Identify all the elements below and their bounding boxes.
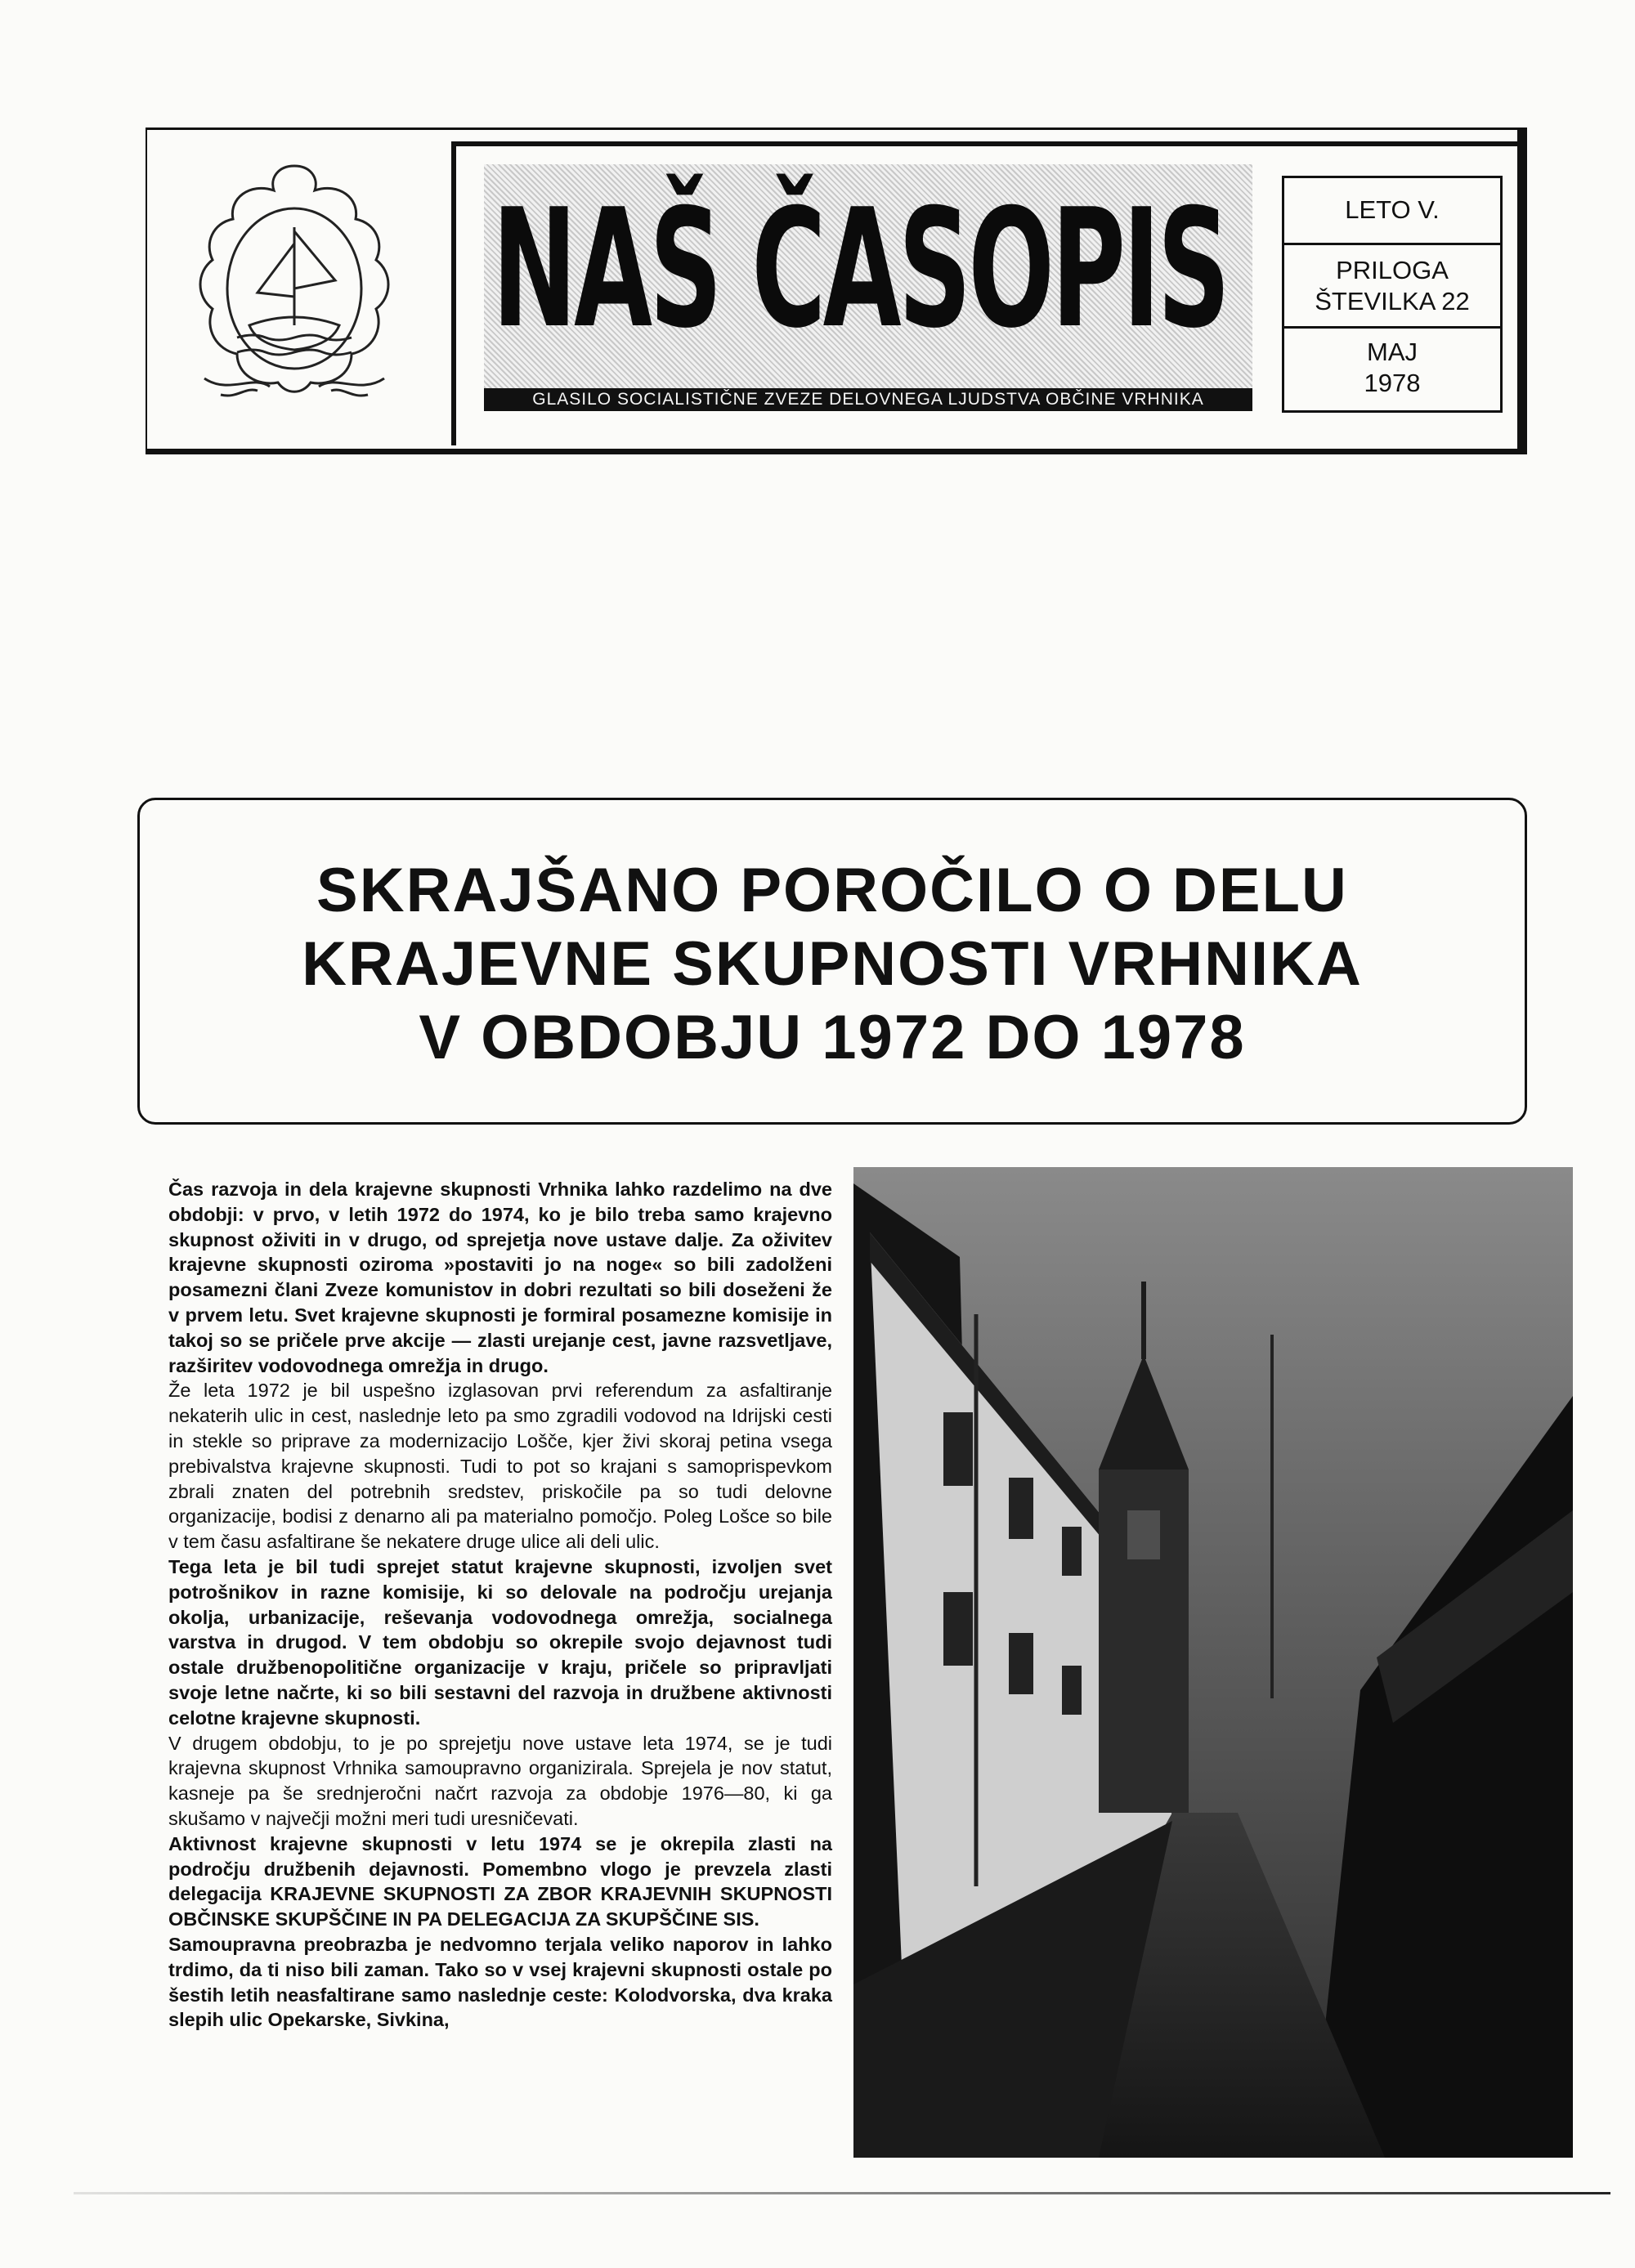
issue-info-box (1282, 176, 1503, 413)
headline-line-2: KRAJEVNE SKUPNOSTI VRHNIKA (302, 929, 1363, 999)
issue-cell (1284, 245, 1500, 329)
ship-coat-of-arms-icon (172, 150, 417, 419)
title-panel (484, 164, 1252, 411)
newspaper-subtitle: GLASILO SOCIALISTIČNE ZVEZE DELOVNEGA LJUDSTVA OBČINE VRHNIKA (484, 388, 1252, 411)
month-label: MAJ (1367, 338, 1418, 366)
street-church-photo (853, 1167, 1573, 2158)
date-cell (1284, 329, 1500, 410)
article-paragraph-3: Tega leta je bil tudi sprejet statut krajevne skupnosti, izvoljen svet potrošnikov in razne komisije, ki so delovale na področju urejanja okolja, urbanizacije, reševanja vodovodnega omrežja, socialnega varstva in drugod. V tem obdobju so okrepile svojo dejavnost tudi ostale družbenopolitične organizacije v kraju, pričele so pripravljati svoje letne načrte, ki so bili sestavni del razvoja in družbene aktivnosti celotne krajevne skupnosti. (168, 1555, 832, 1729)
issue-label-2: ŠTEVILKA 22 (1315, 287, 1470, 315)
article-paragraph-6: Samoupravna preobrazba je nedvomno terjala veliko naporov in lahko trdimo, da ti niso bili zaman. Tako so v vsej krajevni skupnosti ostale po šestih letih neasfaltirane samo naslednje ceste: Kolodvorska, dva kraka slepih ulic Opekarske, Sivkina, (168, 1933, 832, 2031)
year-label: LETO V. (1345, 195, 1440, 224)
masthead (146, 127, 1527, 454)
article-paragraph-5: Aktivnost krajevne skupnosti v letu 1974 se je okrepila zlasti na področju družbenih dejavnosti. Pomembno vlogo je prevzela zlasti delegacija KRAJEVNE SKUPNOSTI ZA ZBOR KRAJEVNIH SKUPNOSTI OBČINSKE SKUPŠČINE IN PA DELEGACIJA ZA SKUPŠČINE SIS. (168, 1832, 832, 1930)
issue-label-1: PRILOGA (1336, 256, 1449, 284)
masthead-rule (456, 141, 1521, 146)
year-number: 1978 (1364, 369, 1421, 397)
headline-line-1: SKRAJŠANO POROČILO O DELU (316, 856, 1348, 925)
article-paragraph-2: Že leta 1972 je bil uspešno izglasovan prvi referendum za asfaltiranje nekaterih ulic in cest, naslednje leto pa smo zgradili vodovod na Idrijski cesti in stekle so priprave za modernizacijo Lošče, kjer živi skoraj petina vsega prebivalstva krajevne skupnosti. Tudi to pot so krajani s samoprispevkom zbrali znaten del potrebnih sredstev, priskočile pa so tudi delovne organizacije, bodisi z denarno ali pa materialno pomočjo. Poleg Lošce so bile v tem času asfaltirane še nekatere druge ulice ali deli ulic. (168, 1380, 832, 1553)
article-body (168, 1177, 832, 2033)
article-paragraph-1: Čas razvoja in dela krajevne skupnosti Vrhnika lahko razdelimo na dve obdobji: v prvo, v letih 1972 do 1974, ko je bilo treba samo krajevno skupnost oživiti in v drugo, od sprejetja nove ustave dalje. Za oživitev krajevne skupnosti oziroma »postaviti jo na noge« so bili zadolženi posamezni člani Zveze komunistov in dobri rezultati so bili doseženi že v prvem letu. Svet krajevne skupnosti je formiral posamezne komisije in takoj so se pričele prve akcije — zlasti urejanje cest, javne razsvetljave, razširitev vodovodnega omrežja in drugo. (168, 1179, 832, 1376)
page-bottom-rule (74, 2192, 1610, 2194)
masthead-divider (451, 141, 456, 445)
year-cell (1284, 178, 1500, 245)
article-headline (140, 854, 1525, 1075)
article-paragraph-4: V drugem obdobju, to je po sprejetju nove ustave leta 1974, se je tudi krajevna skupnost Vrhnika samoupravno organizirala. Sprejela je nov statut, kasneje pa še srednjeročni načrt razvoja za obdobje 1976—80, ki ga skušamo v največji možni meri tudi uresničevati. (168, 1732, 832, 1829)
headline-line-3: V OBDOBJU 1972 DO 1978 (419, 1003, 1246, 1072)
headline-box (137, 798, 1527, 1125)
newspaper-title: NAŠ ČASOPIS (492, 174, 1228, 365)
